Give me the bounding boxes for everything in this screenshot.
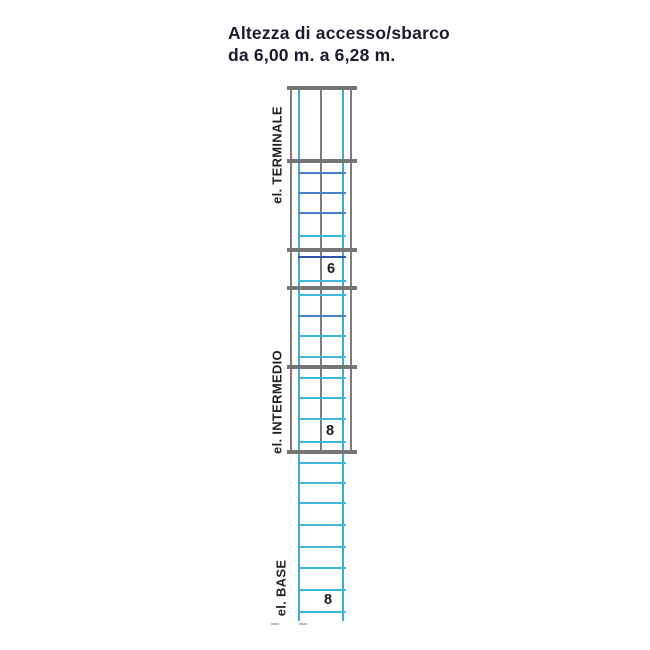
section-label: el. TERMINALE [269,106,285,204]
ladder-rung [298,294,346,297]
title-line-1: Altezza di accesso/sbarco [228,23,450,43]
cage-upright [350,88,353,454]
drawing-title [228,22,450,66]
cage-hoop-bar [287,86,357,90]
cage-hoop-bar [287,450,357,454]
ground-dash [271,623,279,625]
ladder-rung [298,192,346,195]
ladder-rung [298,280,346,283]
cage-hoop-bar [287,159,357,163]
section-label: el. INTERMEDIO [269,350,285,454]
ladder-rung [298,546,346,549]
ladder-rung [298,482,346,485]
ladder-rung [298,256,346,259]
ladder-rung [298,212,346,215]
rung-count-label: 8 [325,422,335,439]
ladder-rung [298,611,346,614]
ladder-rung [298,441,346,444]
cage-hoop-bar [287,365,357,369]
ladder-rung [298,418,346,421]
rung-count-label: 6 [326,260,336,277]
cage-hoop-bar [287,286,357,290]
ladder-rung [298,172,346,175]
ground-dash [299,623,307,625]
ladder-rung [298,567,346,570]
cage-upright [290,88,293,454]
ladder-rung [298,356,346,359]
ladder-rung [298,397,346,400]
ladder-rung [298,524,346,527]
section-label: el. BASE [273,559,289,617]
ladder-rung [298,235,346,238]
ladder-rung [298,462,346,465]
rung-count-label: 8 [323,591,333,608]
ladder-rung [298,502,346,505]
cage-hoop-bar [287,248,357,252]
title-line-2: da 6,00 m. a 6,28 m. [228,45,396,65]
ladder-rung [298,589,346,592]
ladder-rung [298,377,346,380]
ladder-rung [298,315,346,318]
ladder-rung [298,335,346,338]
